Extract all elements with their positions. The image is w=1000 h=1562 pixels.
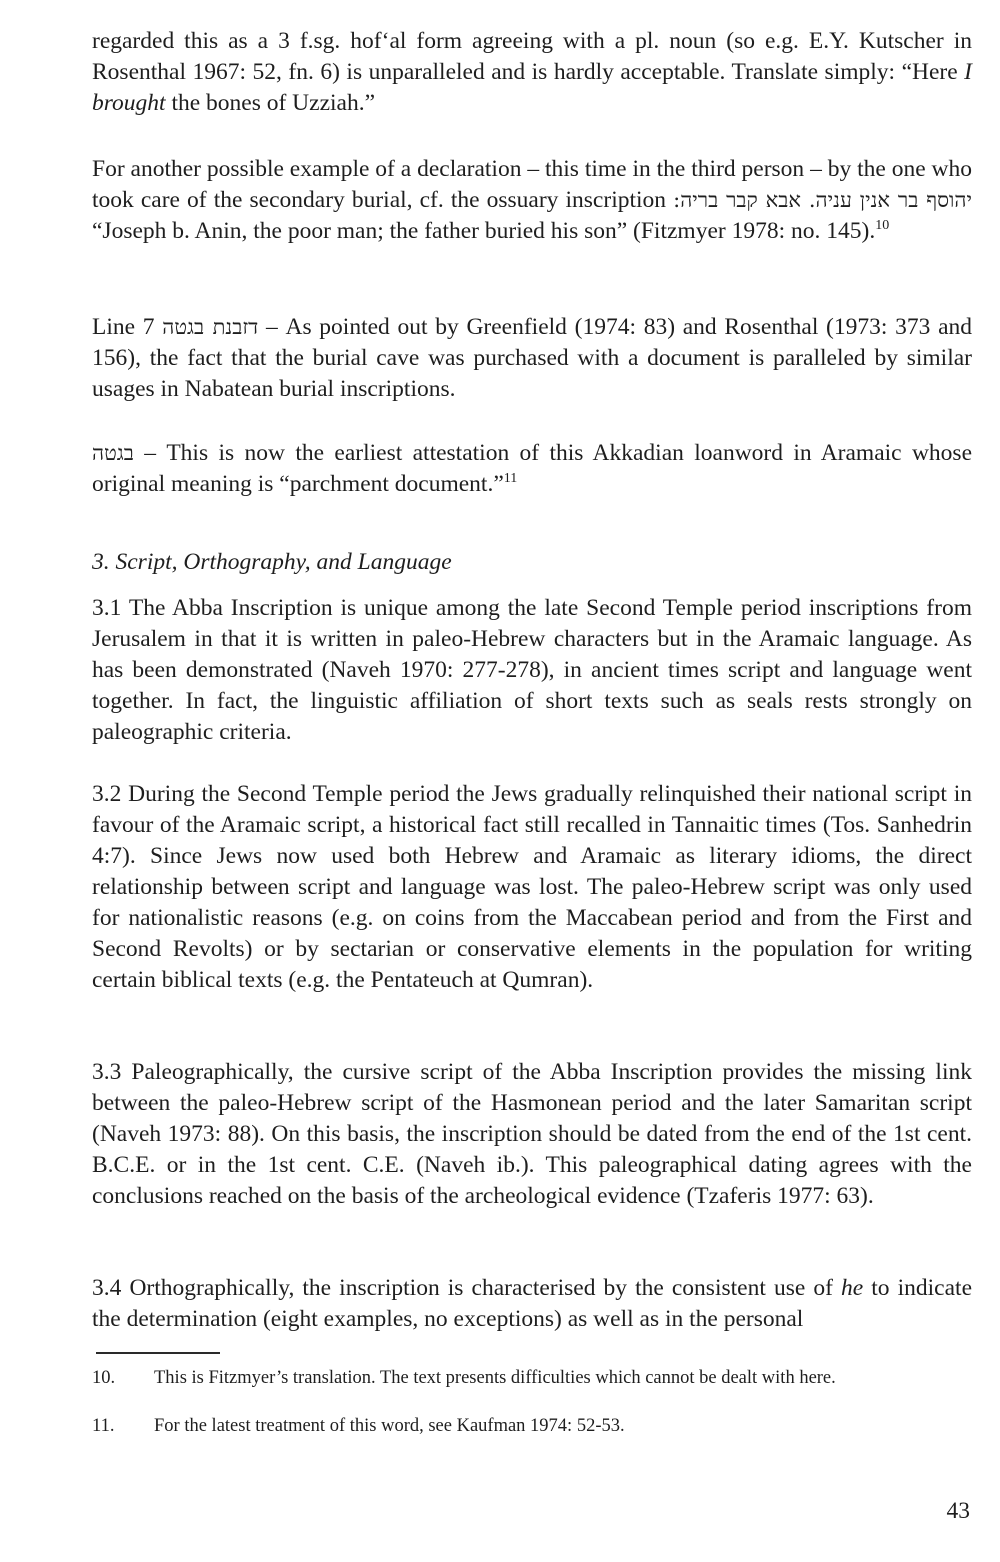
paragraph-3-4 (92, 1273, 972, 1335)
footnote-divider (96, 1352, 220, 1354)
paragraph-text-tail: the bones of Uzziah.” (171, 90, 376, 116)
paragraph-3-2: 3.2 During the Second Temple period the Jews gradually relinquished their national script in favour of the Aramaic script, a historical fact still recalled in Tannaitic times (Tos. Sanhedrin 4:7). Since Jews now used both Hebrew and Aramaic as literary idioms, the direct relationship between script and language was lost. The paleo-Hebrew script was only used for nationalistic reasons (e.g. on coins from the Maccabean period and from the First and Second Revolts) or by sectarian or conservative elements in the population for writing certain biblical texts (e.g. the Pentateuch at Qumran). (92, 781, 972, 993)
hebrew-phrase: דזבנת בגטה (162, 315, 259, 339)
paragraph-text: 3.4 Orthographically, the inscription is characterised by the consistent use of (92, 1275, 833, 1301)
paragraph-label: Line 7 (92, 314, 155, 340)
paragraph-text-tail: “Joseph b. Anin, the poor man; the father buried his son” (Fitzmyer 1978: no. 145). (92, 218, 876, 244)
footnote-reference: 11 (503, 471, 518, 486)
paragraph-3-3: 3.3 Paleographically, the cursive script of the Abba Inscription provides the missing link between the paleo-Hebrew script of the Hasmonean period and the later Samaritan script (Naveh 1973: 88). On this basis, the inscription should be dated from the end of the 1st cent. B.C.E. or in the 1st cent. C.E. (Naveh ib.). This paleographical dating agrees with the conclusions reached on the basis of the archeological evidence (Tzaferis 1977: 63). (92, 1059, 972, 1209)
hebrew-word: בגטה (92, 441, 134, 465)
footnote-number: 11. (92, 1416, 115, 1436)
paragraph-continuation (92, 26, 972, 119)
paragraph-text-tail: to indicate the determination (eight examples, no exceptions) as well as in the personal (92, 1275, 972, 1332)
footnote-10 (92, 1366, 972, 1390)
page-number: 43 (946, 1498, 970, 1524)
paragraph-text: regarded this as a 3 f.sg. hof‘al form agreeing with a pl. noun (so e.g. E.Y. Kutscher in Rosenthal 1967: 52, fn. 6) is unparalleled and is hardly acceptable. Translate simply: “Here (92, 28, 972, 85)
paragraph-loanword (92, 438, 972, 500)
footnote-reference: 10 (875, 218, 890, 233)
emphasis-text: I brought (92, 59, 972, 116)
footnote-text: This is Fitzmyer’s translation. The text presents difficulties which cannot be dealt with here. (154, 1368, 836, 1388)
paragraph-text-tail: – As pointed out by Greenfield (1974: 83) and Rosenthal (1973: 373 and 156), the fact that the burial cave was purchased with a document is paralleled by similar usages in Nabatean burial inscriptions. (92, 314, 973, 402)
paragraph-line-7 (92, 312, 972, 405)
paragraph-3-1: 3.1 The Abba Inscription is unique among the late Second Temple period inscriptions from Jerusalem in that it is written in paleo-Hebrew characters but in the Aramaic language. As has been demonstrated (Naveh 1970: 277-278), in ancient times script and language went together. In fact, the linguistic affiliation of short texts such as seals rests strongly on paleographic criteria. (92, 595, 972, 745)
paragraph-text-tail: – This is now the earliest attestation of this Akkadian loanword in Aramaic whose original meaning is “parchment document.” (92, 440, 973, 497)
footnote-number: 10. (92, 1368, 116, 1388)
emphasis-text: he (841, 1275, 864, 1301)
paragraph-text: For another possible example of a declaration – this time in the third person – by the one who took care of the secondary burial, cf. the ossuary inscription (92, 156, 972, 213)
footnote-text: For the latest treatment of this word, see Kaufman 1974: 52-53. (154, 1416, 625, 1436)
hebrew-inscription: יהוסף בר אנין עניה. אבא קבר בריה: (673, 188, 972, 212)
footnote-11 (92, 1414, 972, 1438)
paragraph-ossuary-example (92, 154, 972, 247)
section-heading: 3. Script, Orthography, and Language (92, 549, 452, 575)
